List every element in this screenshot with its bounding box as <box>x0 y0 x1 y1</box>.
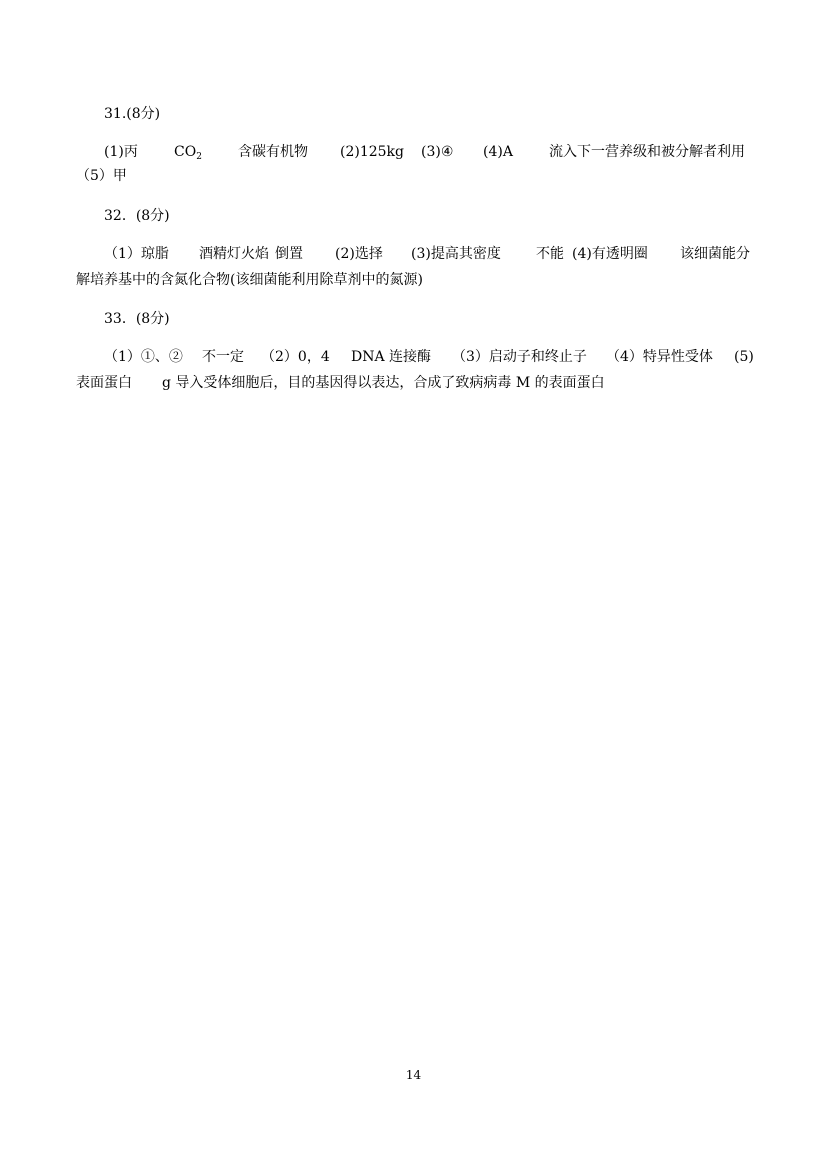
q33-part2: （2）0，4 <box>261 349 330 365</box>
q32-agar: （1）琼脂 <box>104 246 169 262</box>
q31-part4: (4)A <box>483 144 513 160</box>
q32-flame: 酒精灯火焰 <box>199 246 269 262</box>
q32-answer-line-2: 解培养基中的含氮化合物(该细菌能利用除草剂中的氮源) <box>76 272 423 288</box>
q31-title: 31.(8分) <box>104 106 161 122</box>
q33-not-necessarily: 不一定 <box>202 349 244 365</box>
q32-selective: (2)选择 <box>335 246 383 262</box>
q33-expression-text: g 导入受体细胞后，目的基因得以表达，合成了致病病毒 M 的表面蛋白 <box>162 375 605 391</box>
q33-surface-protein: 表面蛋白 <box>76 375 132 391</box>
q31-answer-line-2: （5）甲 <box>76 168 127 184</box>
q31-part4-flow: 流入下一营养级和被分解者利用 <box>549 144 745 160</box>
q33-part4: （4）特异性受体 <box>606 349 713 365</box>
q32-transparent-circle: (4)有透明圈 <box>572 246 648 262</box>
q33-part1: （1）①、② <box>104 349 183 365</box>
q31-part2: (2)125kg <box>340 144 404 160</box>
q31-co2 <box>174 143 202 161</box>
q31-part1-bing: (1)丙 <box>104 144 138 160</box>
q33-dna-ligase: DNA 连接酶 <box>351 349 432 365</box>
q31-part3: (3)④ <box>421 144 454 160</box>
q33-title: 33．(8分) <box>104 311 170 327</box>
q32-cannot: 不能 <box>536 246 564 262</box>
q32-density: (3)提高其密度 <box>411 246 501 262</box>
co2-text: CO <box>174 144 197 160</box>
co2-subscript: 2 <box>196 152 202 162</box>
q33-part5-label: (5) <box>734 349 754 365</box>
q32-title: 32．(8分) <box>104 208 170 224</box>
q32-inverted: 倒置 <box>275 246 303 262</box>
page-number: 14 <box>405 1068 422 1082</box>
q31-carbon-organic: 含碳有机物 <box>238 144 308 160</box>
q32-bacteria-can: 该细菌能分 <box>680 246 750 262</box>
q33-part3: （3）启动子和终止子 <box>452 349 587 365</box>
